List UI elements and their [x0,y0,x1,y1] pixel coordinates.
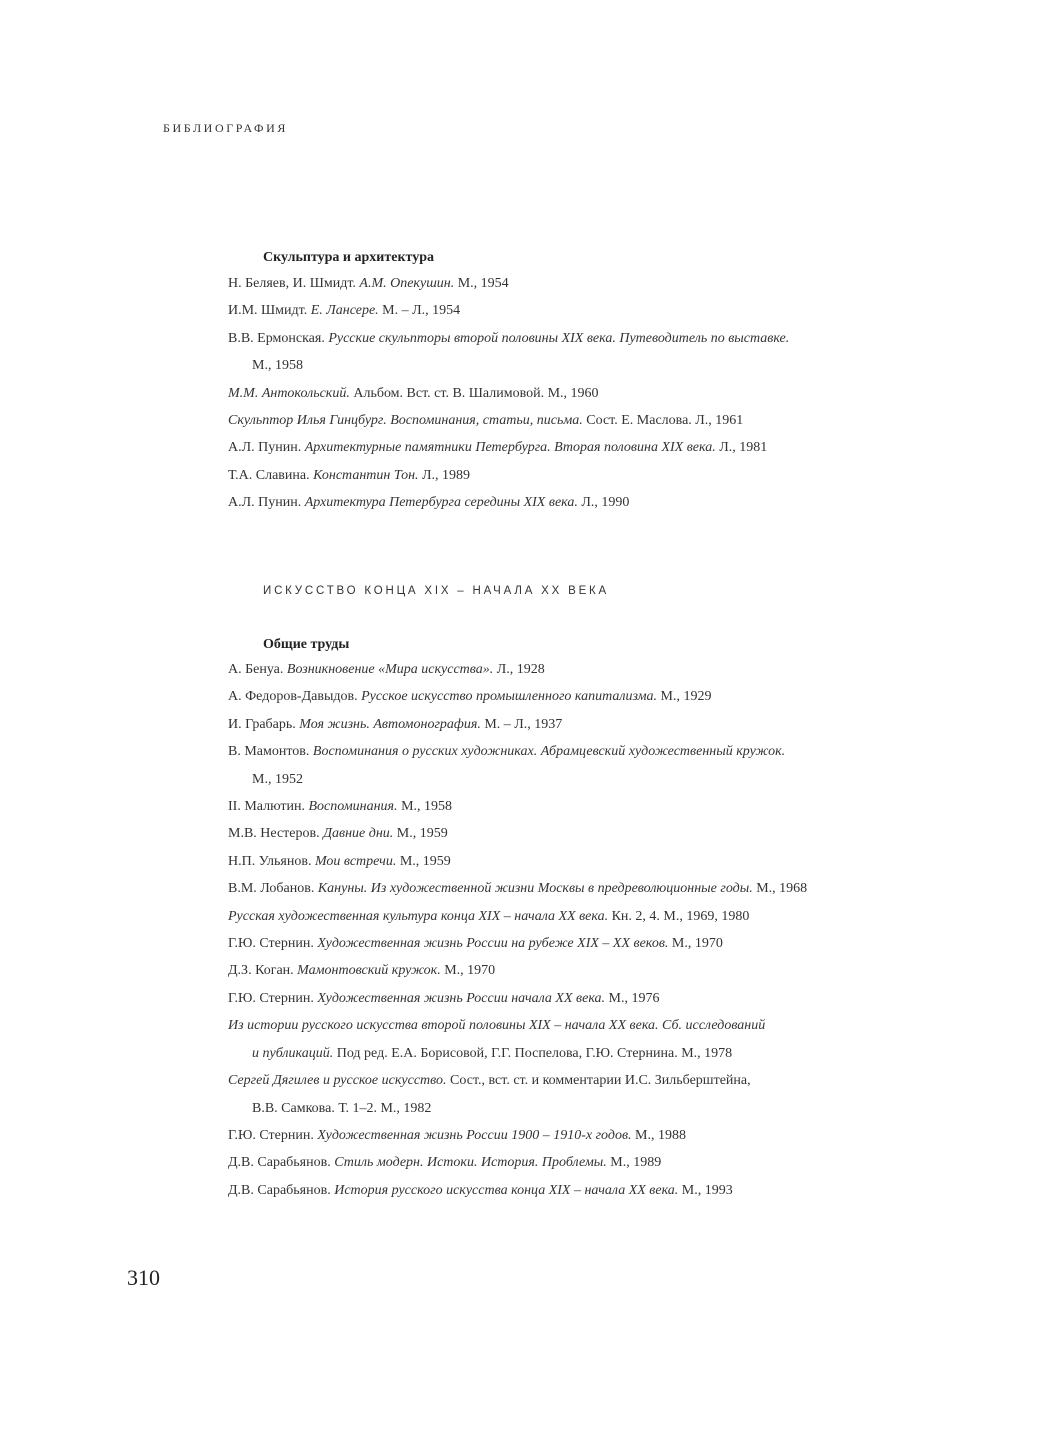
entry-author: Д.В. Сарабьянов. [228,1155,335,1171]
section-title: ИСКУССТВО КОНЦА XIX – НАЧАЛА XX ВЕКА [263,585,610,597]
entry-title: и публикаций. [252,1045,334,1061]
entry-author: А.Л. Пунин. [228,495,305,511]
section-sculpture-architecture [228,250,928,517]
entry-publication: М., 1988 [631,1127,686,1143]
entry-author: В.В. Ермонская. [228,330,329,346]
entry-title: Русская художественная культура конца XIX – начала XX века. [228,908,609,924]
entry-publication: М., 1989 [606,1155,662,1171]
entry-continuation [228,1040,928,1067]
entry-continuation [228,766,928,793]
entry-author: Г.Ю. Стернин. [228,990,318,1006]
entry-title: Художественная жизнь России начала XX века. [317,990,606,1006]
entry-publication: Под ред. Е.А. Борисовой, Г.Г. Поспелова, Г.Ю. Стернина. М., 1978 [333,1045,733,1061]
entry-publication: М., 1952 [252,771,303,787]
entry-publication: Сост. Е. Маслова. Л., 1961 [582,413,744,429]
entry-author: Д.З. Коган. [228,963,298,979]
section-general-works [228,637,928,1204]
section-subheading: Общие труды [263,637,350,652]
bibliography-entry [228,793,928,820]
entry-title: Воспоминания. [308,799,398,815]
entry-title: Мои встречи. [314,853,397,869]
entry-title: Русское искусство промышленного капитализма. [361,689,658,705]
bibliography-entry [228,930,928,957]
bibliography-entry [228,820,928,847]
bibliography-entry [228,462,928,489]
entry-title: Художественная жизнь России 1900 – 1910-х годов. [317,1127,632,1143]
bibliography-entry [228,848,928,875]
bibliography-entry [228,1149,928,1176]
entry-author: Н.П. Ульянов. [228,853,315,869]
entry-publication: М., 1959 [396,853,451,869]
bibliography-entry [228,434,928,461]
entry-publication: М. – Л., 1954 [378,303,461,319]
entry-publication: М., 1954 [454,276,509,291]
bibliography-list [228,270,928,517]
bibliography-entry [228,683,928,710]
bibliography-entry [228,270,928,297]
entry-title: Мамонтовский кружок. [297,963,441,979]
bibliography-entry [228,1122,928,1149]
entry-author: Т.А. Славина. [228,467,314,483]
entry-continuation [228,1095,928,1122]
bibliography-entry [228,325,928,380]
entry-author: Н. Беляев, И. Шмидт. [228,276,360,291]
bibliography-entry [228,875,928,902]
entry-title: Сергей Дягилев и русское искусство. [228,1073,447,1089]
entry-author: Г.Ю. Стернин. [228,936,318,952]
entry-publication: Л., 1990 [577,495,630,511]
entry-publication: М., 1958 [252,358,303,374]
bibliography-entry [228,656,928,683]
bibliography-entry [228,407,928,434]
entry-author: Г.Ю. Стернин. [228,1127,318,1143]
entry-publication: Л., 1928 [493,662,545,677]
page-number: 310 [127,1265,160,1290]
running-head: БИБЛИОГРАФИЯ [163,121,288,135]
entry-title: Моя жизнь. Автомонография. [299,716,481,732]
entry-author: А. Бенуа. [228,662,287,677]
entry-publication: В.В. Самкова. Т. 1–2. М., 1982 [252,1100,432,1116]
entry-publication: М., 1976 [605,990,660,1006]
entry-title: Возникновение «Мира искусства». [286,662,494,677]
entry-author: И. Грабарь. [228,716,300,732]
bibliography-entry [228,1067,928,1122]
bibliography-entry [228,985,928,1012]
entry-title: Воспоминания о русских художниках. Абрамцевский художественный кружок. [312,744,786,760]
section-subheading: Скульптура и архитектура [263,250,434,265]
entry-publication: Л., 1989 [418,467,471,483]
entry-author: А. Федоров-Давыдов. [228,689,362,705]
entry-publication: М. – Л., 1937 [480,716,563,732]
entry-title: М.М. Антокольский. [228,385,350,401]
entry-title: Русские скульпторы второй половины XIX века. Путеводитель по выставке. [328,330,790,346]
bibliography-entry [228,903,928,930]
bibliography-entry [228,738,928,793]
entry-author: А.Л. Пунин. [228,440,305,456]
entry-publication: М., 1970 [440,963,496,979]
entry-title: Константин Тон. [313,467,419,483]
entry-title: Кануны. Из художественной жизни Москвы в предреволюционные годы. [317,881,753,897]
bibliography-entry [228,297,928,324]
entry-publication: М., 1958 [397,799,453,815]
entry-title: Архитектурные памятники Петербурга. Вторая половина XIX века. [304,440,716,456]
entry-publication: М., 1929 [657,689,712,705]
entry-title: История русского искусства конца XIX – начала XX века. [334,1182,679,1198]
entry-publication: М., 1968 [752,881,808,897]
entry-author: В.М. Лобанов. [228,881,318,897]
entry-publication: М., 1970 [668,936,723,952]
entry-title: А.М. Опекушин. [359,276,455,291]
bibliography-list [228,656,928,1204]
entry-author: И.М. Шмидт. [228,303,311,319]
bibliography-entry [228,711,928,738]
entry-author: М.В. Нестеров. [228,826,324,842]
bibliography-entry [228,489,928,516]
entry-publication: Сост., вст. ст. и комментарии И.С. Зильберштейна, [446,1073,751,1089]
entry-title: Стиль модерн. Истоки. История. Проблемы. [334,1155,607,1171]
bibliography-entry [228,380,928,407]
entry-title: Художественная жизнь России на рубеже XIX – XX веков. [317,936,669,952]
entry-author: В. Мамонтов. [228,744,313,760]
entry-title: Е. Лансере. [310,303,379,319]
entry-title: Скульптор Илья Гинцбург. Воспоминания, статьи, письма. [228,413,583,429]
entry-publication: М., 1993 [678,1182,733,1198]
entry-author: II. Малютин. [228,799,309,815]
entry-title: Давние дни. [323,826,394,842]
bibliography-entry [228,1177,928,1204]
bibliography-entry [228,957,928,984]
entry-author: Д.В. Сарабьянов. [228,1182,335,1198]
entry-publication: М., 1959 [393,826,448,842]
entry-publication: Л., 1981 [715,440,768,456]
entry-title: Архитектура Петербурга середины XIX века. [304,495,578,511]
entry-publication: Кн. 2, 4. М., 1969, 1980 [608,908,750,924]
entry-continuation [228,352,928,379]
entry-publication: Альбом. Вст. ст. В. Шалимовой. М., 1960 [349,385,599,401]
entry-title: Из истории русского искусства второй половины XIX – начала XX века. Сб. исследований [228,1018,766,1034]
bibliography-entry [228,1012,928,1067]
